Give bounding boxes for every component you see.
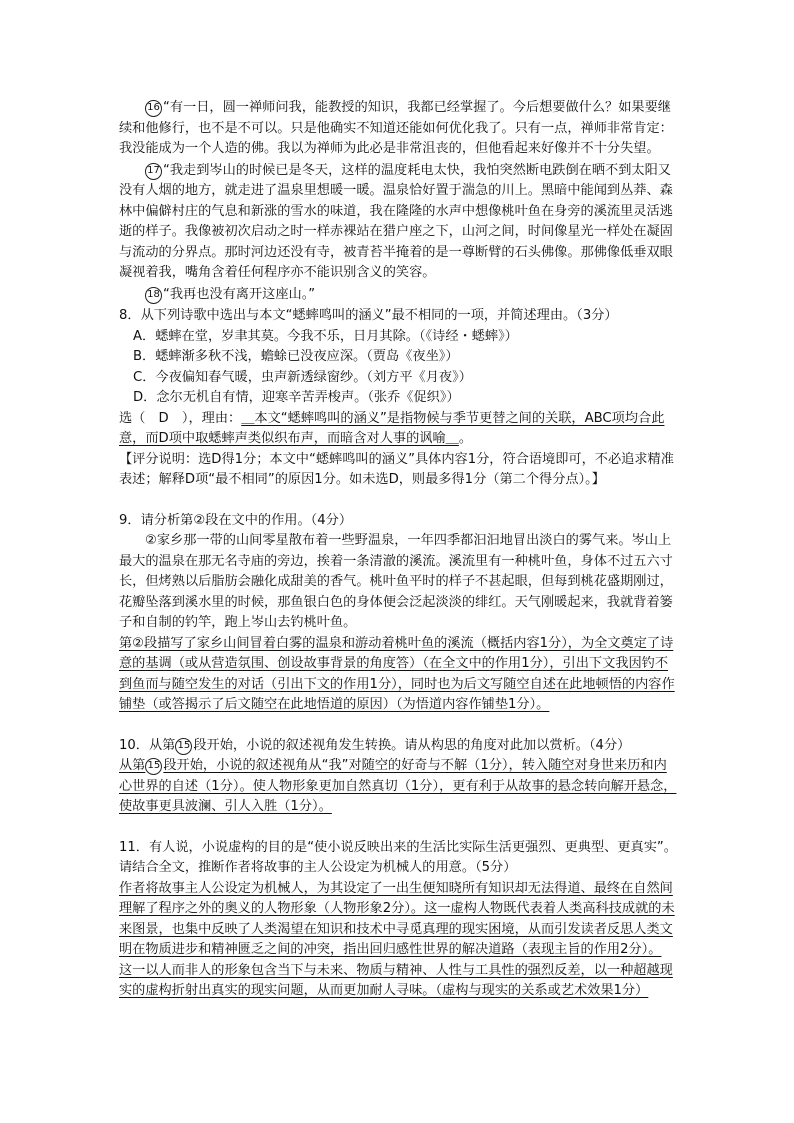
question-11-answer-part-2: 这一以人而非人的形象包含当下与未来、物质与精神、人性与工具性的强烈反差，以一种超越现实的虚构折射出真实的现实问题，从而更加耐人寻味。（虚构与现实的关系或艺术效果1分） xyxy=(119,962,673,998)
paragraph-text: “我走到岑山的时候已是冬天，这样的温度耗电太快，我怕突然断电跌倒在晒不到太阳又没有人烟的地方，就走进了温泉里想暖一暖。温泉恰好置于湍急的川上。黑暗中能闻到丛莽、森林中偏僻村庄的气息和新涨的雪水的味道，我在隆隆的水声中想像桃叶鱼在身旁的溪流里灵活逃逝的样子。我像被初次启动之时一样赤裸站在猎户座之下，山河之间，时间像星光一样处在凝固与流动的分界点。那时河边还没有寺，被青苔半掩着的是一尊断臂的石头佛像。那佛像低垂双眼凝视着我，嘴角含着任何程序亦不能识别含义的笑容。 xyxy=(119,162,673,280)
question-10-stem: 10．从第 15 段开始，小说的叙述视角发生转换。请从构思的角度对此加以赏析。（4分） xyxy=(119,737,631,753)
question-11-stem: 11．有人说，小说虚构的目的是“使小说反映出来的生活比实际生活更强烈、更典型、更真实”。请结合全文，推断作者将故事的主人公设定为机械人的用意。（5分） xyxy=(119,839,677,875)
paragraph-text: “有一日，圆一禅师问我，能教授的知识，我都已经掌握了。今后想要做什么？如果要继续和他修行，也不是不可以。只是他确实不知道还能如何优化我了。只有一点，禅师非常肯定：我没能成为一个人造的佛。我以为禅师为此必是非常沮丧的，但他看起来好像并不十分失望。 xyxy=(119,100,673,156)
question-8-option-b: B．蟋蟀渐多秋不浅，蟾蜍已没夜应深。（贾岛《夜坐》） xyxy=(133,349,459,364)
question-9-stem: 9．请分析第②段在文中的作用。（4分） xyxy=(119,512,353,528)
question-11-answer-part-1: 作者将故事主人公设定为机械人，为其设定了一出生便知晓所有知识却无法得道、最终在自然间理解了程序之外的奥义的人物形象（人物形象2分）。这一虚构人物既代表着人类高科技成就的未来图景，也集中反映了人类渴望在知识和技术中寻觅真理的现实困境，从而引发读者反思人类文明在物质进步和精神匮乏之间的冲突，指出回归感性世界的解决道路（表现主旨的作用2分）。 xyxy=(119,880,675,957)
question-8-option-a: A．蟋蟀在堂，岁聿其莫。今我不乐，日月其除。（《诗经・蟋蟀》） xyxy=(133,328,518,344)
question-8-answer xyxy=(119,409,679,450)
spacer xyxy=(119,818,679,838)
answer-prefix: 选（ D ），理由： xyxy=(119,410,242,426)
passage-paragraph-16 xyxy=(119,98,679,160)
circled-number: 16 xyxy=(145,100,162,117)
paragraph-text: “我再也没有离开这座山。” xyxy=(163,286,316,302)
spacer xyxy=(119,491,679,511)
circled-number: 15 xyxy=(145,758,162,775)
question-9-answer: 第②段描写了家乡山间冒着白雾的温泉和游动着桃叶鱼的溪流（概括内容1分），为全文奠定了诗意的基调（或从营造氛围、创设故事背景的角度答）（在全文中的作用1分），引出下文我因钓不到鱼而与随空发生的对话（引出下文的作用1分），同时也为后文写随空自述在此地顿悟的内容作铺垫（或答揭示了后文随空在此地悟道的原因）（为悟道内容作铺垫1分）。 xyxy=(119,635,675,712)
document-page xyxy=(119,98,679,1002)
question-8-stem: 8．从下列诗歌中选出与本文“蟋蟀鸣叫的涵义”最不相同的一项，并简述理由。（3分） xyxy=(119,308,618,323)
question-8-option-d: D．念尔无机自有情，迎寒辛苦弄梭声。（张乔《促织》） xyxy=(133,390,460,405)
passage-paragraph-18 xyxy=(119,285,679,306)
circled-number: 15 xyxy=(175,738,192,755)
circled-number: 18 xyxy=(145,287,162,304)
question-10-answer: 从第 15 段开始，小说的叙述视角从“我”对随空的好奇与不解（1分），转入随空对身世来历和内心世界的自述（1分）。使人物形象更加自然真切（1分），更有利于从故事的悬念转向解开悬念，使故事更具波澜、引人入胜（1分）。 xyxy=(119,758,677,814)
question-9-quoted-paragraph: ②家乡那一带的山间零星散布着一些野温泉，一年四季都汩汩地冒出淡白的雾气来。岑山上最大的温泉在那无名寺庙的旁边，挨着一条清澈的溪流。溪流里有一种桃叶鱼，身体不过五六寸长，但烤熟以后脂肪会融化成甜美的香气。桃叶鱼平时的样子不甚起眼，但每到桃花盛期刚过，花瓣坠落到溪水里的时候，那鱼银白色的身体便会泛起淡淡的绯红。天气刚暖起来，我就背着篓子和自制的钓竿，跑上岑山去钓桃叶鱼。 xyxy=(119,533,673,630)
circled-number: 17 xyxy=(145,163,162,180)
question-8-scoring-note: 【评分说明：选D得1分；本文中“蟋蟀鸣叫的涵义”具体内容1分，符合语境即可，不必追求精准表述；解释D项“最不相同”的原因1分。如未选D，则最多得1分（第二个得分点）。】 xyxy=(119,451,674,487)
answer-reason: ＿本文“蟋蟀鸣叫的涵义”是指物候与季节更替之间的关联，ABC项均合此意，而D项中取蟋蟀声类似织布声，而暗含对人事的讽喻＿ xyxy=(119,410,665,446)
question-8-option-c: C．今夜偏知春气暖，虫声新透绿窗纱。（刘方平《月夜》） xyxy=(133,369,472,385)
spacer xyxy=(119,716,679,736)
answer-end: 。 xyxy=(458,431,473,446)
passage-paragraph-17 xyxy=(119,161,679,284)
